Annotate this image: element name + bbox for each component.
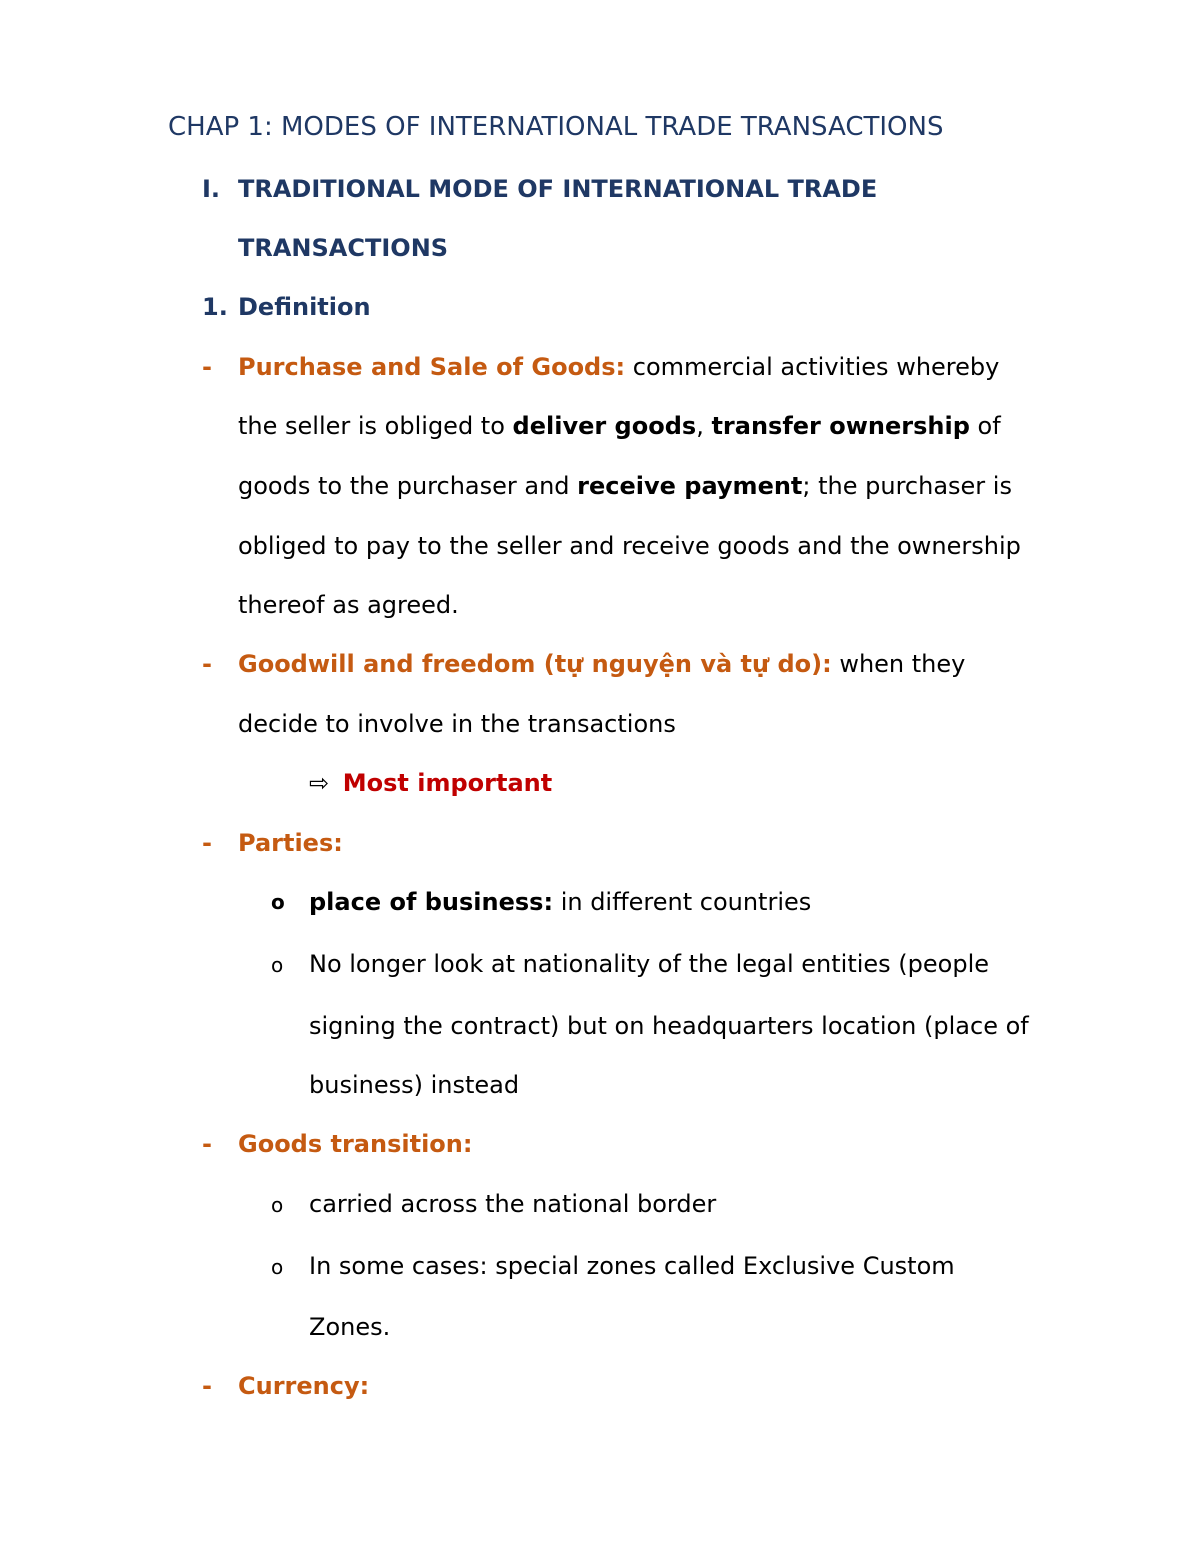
parties-item1 [309, 887, 811, 917]
text-span: goods to the purchaser and [238, 472, 578, 500]
text-span: the seller is obliged to [238, 412, 513, 440]
subsection-number: 1. [202, 293, 228, 321]
document-title: CHAP 1: MODES OF INTERNATIONAL TRADE TRANSACTIONS [168, 112, 944, 142]
circle-bullet: o [271, 953, 284, 977]
dash-bullet: - [202, 1372, 212, 1400]
circle-bullet: o [271, 890, 285, 914]
circle-bullet: o [271, 1255, 284, 1279]
circle-bullet: o [271, 1193, 284, 1217]
bold-span: transfer ownership [711, 412, 970, 440]
bold-span: deliver goods [512, 412, 697, 440]
section-heading-line2: TRANSACTIONS [238, 234, 449, 262]
dash-bullet: - [202, 1130, 212, 1158]
text-span: , [696, 412, 712, 440]
purchase-line3 [238, 471, 1012, 501]
bold-span: receive payment [577, 472, 803, 500]
parties-item2-line1: No longer look at nationality of the legal entities (people [309, 950, 990, 978]
arrow-icon: ⇨ [309, 769, 330, 797]
purchase-line4: obliged to pay to the seller and receive goods and the ownership [238, 532, 1021, 560]
goods-transition-item2-line1: In some cases: special zones called Exclusive Custom [309, 1252, 955, 1280]
goods-transition-item1: carried across the national border [309, 1190, 717, 1218]
currency-label: Currency: [238, 1372, 370, 1400]
purchase-label: Purchase and Sale of Goods: [238, 353, 626, 381]
text-span: in different countries [553, 888, 812, 916]
parties-item2-line3: business) instead [309, 1071, 520, 1099]
subsection-heading: Definition [238, 293, 371, 321]
section-number: I. [202, 175, 221, 203]
purchase-line1 [238, 352, 999, 382]
most-important-text: Most important [342, 769, 553, 797]
text-span: of [969, 412, 1001, 440]
section-heading-line1: TRADITIONAL MODE OF INTERNATIONAL TRADE [238, 175, 878, 203]
goodwill-line2: decide to involve in the transactions [238, 710, 676, 738]
goodwill-label: Goodwill and freedom (tự nguyện và tự do): [238, 650, 832, 678]
parties-label: Parties: [238, 829, 343, 857]
purchase-line2 [238, 411, 1001, 441]
goods-transition-label: Goods transition: [238, 1130, 473, 1158]
goodwill-line1 [238, 649, 965, 679]
text-span: ; the purchaser is [802, 472, 1012, 500]
goodwill-text: when they [831, 650, 966, 678]
purchase-text: commercial activities whereby [625, 353, 1000, 381]
parties-item2-line2: signing the contract) but on headquarters location (place of [309, 1012, 1029, 1040]
purchase-line5: thereof as agreed. [238, 591, 459, 619]
goods-transition-item2-line2: Zones. [309, 1313, 391, 1341]
bold-span: place of business: [309, 888, 554, 916]
most-important-line [309, 768, 552, 798]
dash-bullet: - [202, 353, 212, 381]
dash-bullet: - [202, 650, 212, 678]
dash-bullet: - [202, 829, 212, 857]
